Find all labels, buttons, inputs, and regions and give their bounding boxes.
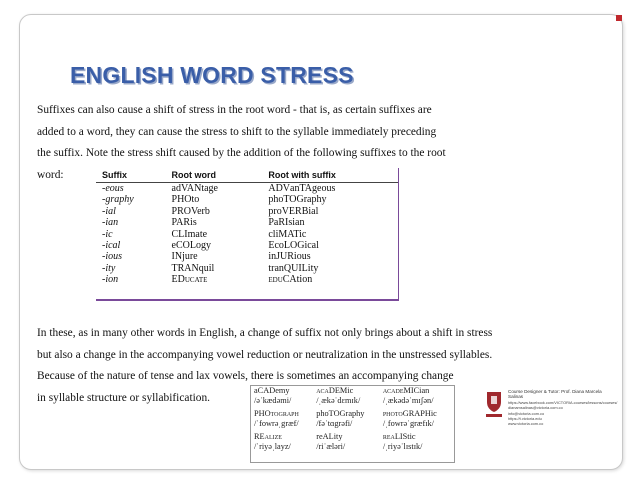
root-cell: CLImate [171, 228, 208, 240]
ipa-cell: /ˈriyəˌlayz/ [254, 442, 291, 451]
suffix-table [96, 168, 399, 301]
with-suffix-cell: cliMATic [268, 228, 307, 240]
suffix-cell: -ian [102, 217, 119, 229]
credit-line: info@victoria.com.co [508, 410, 545, 416]
with-suffix-cell: eduCAtion [268, 274, 313, 286]
suffix-cell: -ial [102, 205, 116, 217]
table-row [96, 229, 398, 240]
text-line: the suffix. Note the stress shift caused by the addition of the following suffixes to the root [37, 147, 446, 160]
ipa-cell: /ˌækədəˈmɪʃən/ [382, 396, 434, 405]
word-cell: reaLIStic [382, 432, 416, 441]
word-cell: acaDEMic [316, 386, 354, 395]
ipa-cell: /ˌfowrəˈgræfɪk/ [382, 419, 434, 428]
ipa-cell: /əˈkædəmi/ [254, 396, 292, 405]
ipa-cell: /fəˈtɑgrəfi/ [316, 419, 353, 428]
suffix-cell: -ical [102, 240, 121, 252]
table-row [96, 206, 398, 217]
with-suffix-cell: tranQUILity [268, 262, 319, 274]
with-suffix-cell: phoTOGraphy [268, 194, 327, 206]
word-cell: aCADemy [254, 386, 290, 395]
suffix-cell: -ious [102, 251, 122, 263]
header-root-with-suffix: Root with suffix [262, 168, 398, 183]
ipa-cell: /ˌækəˈdɛmɪk/ [316, 396, 361, 405]
word-cell: phoTOGraphy [316, 409, 365, 418]
crest-svg [484, 388, 504, 428]
with-suffix-cell: EcoLOGical [268, 240, 319, 252]
table-row [96, 263, 398, 274]
table-row [251, 386, 454, 396]
text-line: In these, as in many other words in English, a change of suffix not only brings about a shift in stress [37, 327, 493, 339]
word-cell: reALity [316, 432, 343, 441]
corner-accent [616, 15, 622, 21]
table-row [96, 240, 398, 251]
root-cell: adVANtage [171, 183, 218, 194]
ipa-cell: /ˌriyəˈlɪstɪk/ [382, 442, 423, 451]
word-cell: REalize [254, 432, 282, 441]
pronunciation-table [250, 385, 455, 463]
root-cell: PARis [171, 217, 197, 229]
root-cell: PHOto [171, 194, 200, 206]
table-row [96, 274, 398, 285]
text-line: word: [37, 168, 64, 181]
table-row [251, 432, 454, 442]
credit-line: dianamsalinas@victoria.com.co [508, 405, 563, 411]
root-cell: TRANquil [171, 262, 215, 274]
header-suffix: Suffix [96, 168, 166, 183]
with-suffix-cell: ADVanTAgeous [268, 183, 336, 194]
with-suffix-cell: proVERBial [268, 205, 319, 217]
text-line: added to a word, they can cause the stress to shift to the syllable immediately preceding [37, 125, 437, 138]
credit-line: www.victoria.com.co [508, 421, 544, 427]
with-suffix-cell: PaRIsian [268, 217, 305, 229]
table-row [96, 251, 398, 262]
table-row [96, 217, 398, 228]
text-line: in syllable structure or syllabification. [37, 392, 211, 405]
with-suffix-cell: inJURious [268, 251, 311, 263]
suffix-cell: -ion [102, 274, 119, 286]
text-line: but also a change in the accompanying vowel reduction or neutralization in the unstressed syllables. [37, 348, 493, 361]
root-cell: PROVerb [171, 205, 210, 217]
table-row [96, 183, 398, 195]
suffix-cell: -ic [102, 228, 113, 240]
suffix-cell: -graphy [102, 194, 134, 206]
ipa-cell: /riˈæləri/ [316, 442, 346, 451]
text-line: Suffixes can also cause a shift of stress in the root word - that is, as certain suffixes are [37, 104, 432, 116]
table-row [251, 419, 454, 429]
course-credit [508, 389, 618, 427]
table-row [251, 442, 454, 452]
word-cell: PHOtograph [254, 409, 299, 418]
credit-line: Course Designer & Tutor: Prof. Diana Marcela Salinas [508, 389, 602, 400]
header-root-word: Root word [166, 168, 263, 183]
suffix-cell: -ity [102, 262, 116, 274]
table-row [96, 194, 398, 205]
page-title: ENGLISH WORD STRESS [70, 62, 354, 88]
table-row [251, 409, 454, 419]
word-cell: acadeMICian [382, 386, 430, 395]
root-cell: EDucate [171, 274, 208, 286]
suffix-cell: -eous [102, 183, 124, 194]
ipa-cell: /ˈfowrəˌgræf/ [254, 419, 299, 428]
credit-line: https://t.victoria.edu [508, 416, 542, 422]
root-cell: INjure [171, 251, 198, 263]
credit-line: https://www.facebook.com/VICTORIA.courses/lessons/courses/ [508, 399, 618, 405]
university-crest-icon [484, 388, 504, 428]
text-line: Because of the nature of tense and lax vowels, there is sometimes an accompanying change [37, 370, 454, 383]
word-cell: photoGRAPHic [382, 409, 437, 418]
table-row [251, 396, 454, 406]
root-cell: eCOLogy [171, 240, 211, 252]
